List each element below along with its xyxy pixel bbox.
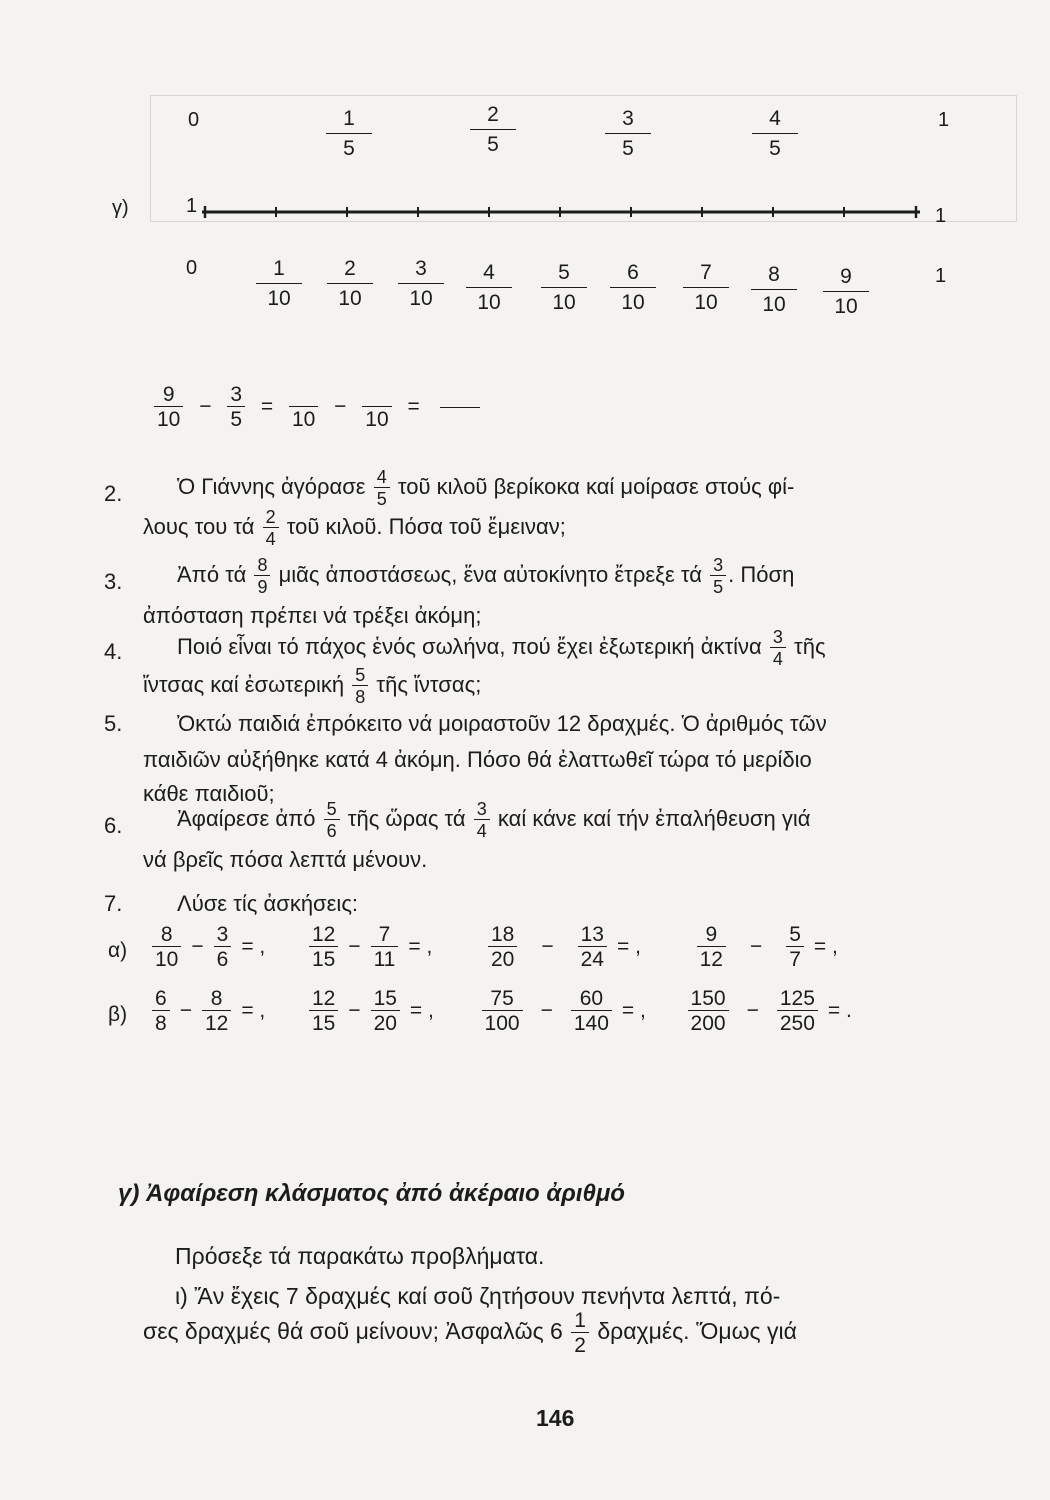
tenth-label: 3 10 [398, 258, 444, 309]
fraction: $\frac{3}{5}$ [710, 556, 726, 596]
fraction: $\frac{75}{100}$ [482, 988, 523, 1034]
problem-text: ἀπόσταση πρέπει νά τρέξει ἀκόμη; [143, 603, 482, 628]
fraction: $\frac{3}{4}$ [474, 800, 490, 840]
fraction: $\frac{13}{24}$ [578, 924, 607, 970]
row-label-b: β) [108, 1003, 128, 1026]
fraction: $\frac{7}{11}$ [371, 924, 399, 970]
top-right-one: 1 [938, 109, 950, 131]
problem-number: 7. [104, 891, 123, 916]
tenth-label: 4 10 [466, 262, 512, 313]
problem-number: 4. [104, 639, 123, 664]
fraction: $\frac{125}{250}$ [777, 988, 818, 1034]
fraction: $\frac{8}{10}$ [152, 924, 181, 970]
section-text: σες δραχμές θά σοῦ μείνουν; Ἀσφαλῶς 6 $\frac{1}{2}$ δραχμές. Ὅμως γιά [143, 1309, 797, 1357]
fraction: $\frac{18}{20}$ [488, 924, 517, 970]
tenth-label: 8 10 [751, 264, 797, 315]
fraction: $\frac{60}{140}$ [571, 988, 612, 1034]
exercise-row-a: $\frac{8}{10}$ − $\frac{3}{6}$ = , $\frac{12}{15}$ − $\frac{7}{11}$ = , $\frac{18}{20}$ − $\frac{13}{24}$ = , $\frac{9}{12}$ − $\frac{5}{7}$ = , [150, 924, 846, 970]
section-intro: Πρόσεξε τά παρακάτω προβλήματα. [175, 1243, 545, 1269]
fifth-label: 1 5 [326, 108, 372, 159]
fraction: $\frac{2}{4}$ [263, 508, 279, 548]
blank-fraction: 10 [362, 384, 391, 430]
problem-text: Λύσε τίς ἀσκήσεις: [177, 891, 359, 916]
problem-text: κάθε παιδιοῦ; [143, 781, 275, 806]
fraction: $\frac{12}{15}$ [309, 988, 338, 1034]
section-text: ι) Ἄν ἔχεις 7 δραχμές καί σοῦ ζητήσουν πενήντα λεπτά, πό- [175, 1283, 781, 1309]
fraction: $\frac{1}{2}$ [571, 1310, 589, 1356]
figure-label: γ) [112, 197, 129, 219]
tenth-label: 6 10 [610, 262, 656, 313]
bar-left-label: 1 [186, 195, 198, 217]
equals-sign: = [407, 395, 420, 418]
problem-text: Ποιό εἶναι τό πάχος ἑνός σωλήνα, πού ἔχει ἐξωτερική ἀκτίνα $\frac{3}{4}$ τῆς [177, 627, 826, 669]
bottom-left-zero: 0 [186, 257, 198, 279]
fraction: $\frac{5}{8}$ [352, 666, 368, 706]
fraction: $\frac{3}{4}$ [770, 628, 786, 668]
equals-sign: = [260, 395, 274, 418]
fraction-equation [152, 384, 486, 430]
number-line-bar [200, 204, 925, 220]
answer-blank [440, 407, 480, 408]
bar-right-label: 1 [935, 205, 947, 227]
problem-text: λους του τά $\frac{2}{4}$ τοῦ κιλοῦ. Πόσα τοῦ ἔμειναν; [143, 507, 566, 549]
problem-text: Ὁ Γιάννης ἀγόρασε $\frac{4}{5}$ τοῦ κιλοῦ βερίκοκα καί μοίρασε στούς φί- [177, 467, 795, 509]
fraction: $\frac{15}{20}$ [371, 988, 400, 1034]
top-left-zero: 0 [188, 109, 200, 131]
fifth-label: 2 5 [470, 104, 516, 155]
page-number: 146 [536, 1405, 575, 1431]
minus-sign: − [334, 395, 347, 418]
blank-fraction: 10 [289, 384, 318, 430]
fraction: $\frac{6}{8}$ [152, 988, 170, 1034]
problem-text: Ὀκτώ παιδιά ἐπρόκειτο νά μοιραστοῦν 12 δραχμές. Ὁ ἀριθμός τῶν [177, 711, 827, 736]
problem-number: 3. [104, 569, 123, 594]
problem-number: 2. [104, 481, 123, 506]
fraction: $\frac{5}{6}$ [324, 800, 340, 840]
fraction: $\frac{8}{9}$ [254, 556, 270, 596]
fraction: $\frac{4}{5}$ [374, 468, 390, 508]
bottom-right-one: 1 [935, 265, 947, 287]
problem-text: παιδιῶν αὐξήθηκε κατά 4 ἀκόμη. Πόσο θά ἐλαττωθεῖ τώρα τό μερίδιο [143, 747, 812, 772]
tenth-label: 2 10 [327, 258, 373, 309]
fraction: $\frac{9}{12}$ [697, 924, 726, 970]
problem-number: 6. [104, 813, 123, 838]
exercise-row-b: $\frac{6}{8}$ − $\frac{8}{12}$ = , $\frac{12}{15}$ − $\frac{15}{20}$ = , $\frac{75}{100}$ − $\frac{60}{140}$ = , $\frac{150}{200}$ − $\frac{125}{250}$ = . [150, 988, 860, 1034]
fraction: $\frac{3}{6}$ [214, 924, 232, 970]
problem-text: ἴντσας καί ἐσωτερική $\frac{5}{8}$ τῆς ἴντσας; [143, 665, 482, 707]
fifth-label: 4 5 [752, 108, 798, 159]
problem-text: νά βρεῖς πόσα λεπτά μένουν. [143, 847, 428, 872]
tenth-label: 1 10 [256, 258, 302, 309]
fraction: $\frac{9}{10}$ [154, 384, 183, 430]
tenth-label: 7 10 [683, 262, 729, 313]
fraction: $\frac{150}{200}$ [688, 988, 729, 1034]
problem-number: 5. [104, 711, 123, 736]
fraction: $\frac{5}{7}$ [786, 924, 804, 970]
fifth-label: 3 5 [605, 108, 651, 159]
fraction: $\frac{8}{12}$ [202, 988, 231, 1034]
section-heading: γ) Ἀφαίρεση κλάσματος ἀπό ἀκέραιο ἀριθμό [118, 1180, 625, 1207]
tenth-label: 9 10 [823, 266, 869, 317]
tenth-label: 5 10 [541, 262, 587, 313]
problem-text: Ἀπό τά $\frac{8}{9}$ μιᾶς ἀποστάσεως, ἕνα αὐτοκίνητο ἔτρεξε τά $\frac{3}{5}$ . Πόση [177, 555, 795, 597]
problem-text: Ἀφαίρεσε ἀπό $\frac{5}{6}$ τῆς ὥρας τά $\frac{3}{4}$ καί κάνε καί τήν ἐπαλήθευση γιά [177, 799, 811, 841]
fraction: $\frac{3}{5}$ [227, 384, 245, 430]
minus-sign: − [199, 395, 212, 418]
fraction: $\frac{12}{15}$ [309, 924, 338, 970]
row-label-a: α) [108, 939, 128, 962]
